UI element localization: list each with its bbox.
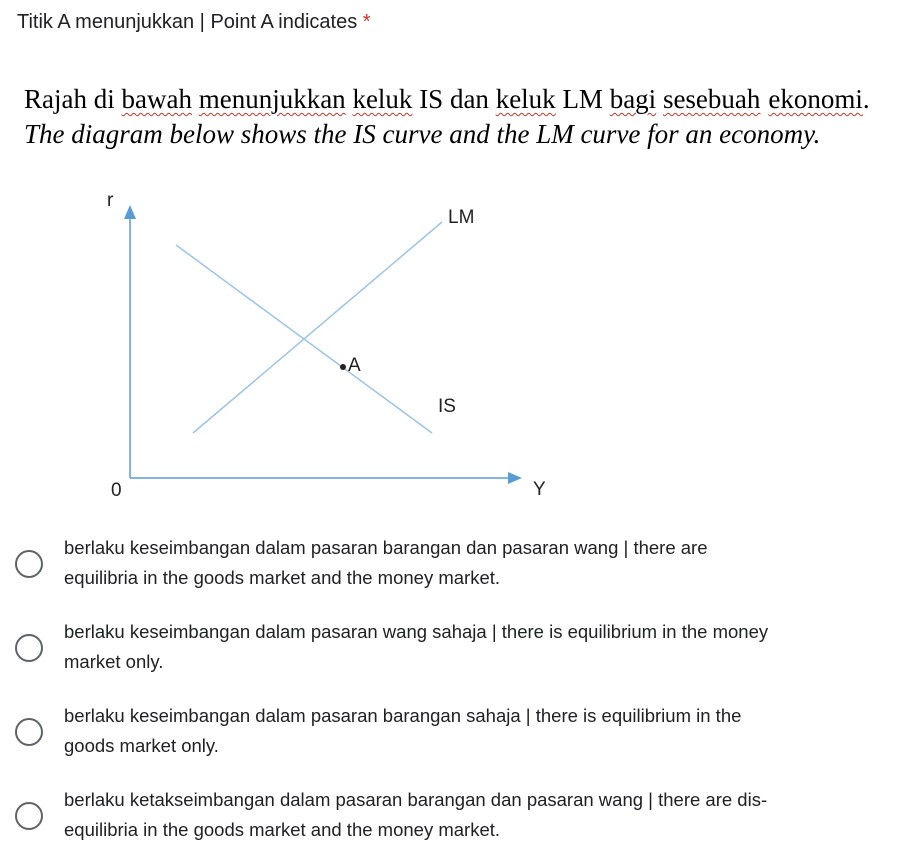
question-title [17,9,371,35]
desc-ms-word-spellcheck: sesebuah [662,84,761,114]
description-malay [24,83,870,115]
desc-ms-word-spellcheck: keluk [495,84,556,114]
x-axis-arrow [508,472,522,484]
option-2-label[interactable] [64,617,894,677]
desc-ms-word: Rajah di [24,84,115,114]
desc-ms-word: IS dan [419,84,489,114]
origin-label: 0 [111,480,122,501]
option-1-label[interactable] [64,533,894,593]
point-a-dot [340,364,346,370]
desc-ms-period: . [862,84,870,114]
y-axis-label: r [107,190,114,211]
option-4-line-2: equilibria in the goods market and the money market. [64,819,501,840]
required-asterisk: * [362,11,371,33]
is-label: IS [438,396,456,417]
option-2[interactable] [0,617,921,687]
desc-ms-word-spellcheck: bawah [121,84,192,114]
option-1-line-1: berlaku keseimbangan dalam pasaran barangan dan pasaran wang | there are [64,537,708,558]
option-2-radio[interactable] [15,634,43,662]
option-3[interactable] [0,701,921,771]
point-a-label: A [348,355,361,376]
option-1[interactable] [0,533,921,603]
description-english: The diagram below shows the IS curve and the LM curve for an economy. [24,119,821,149]
desc-ms-word-spellcheck: menunjukkan [198,84,346,114]
option-2-line-1: berlaku keseimbangan dalam pasaran wang sahaja | there is equilibrium in the money [64,621,769,642]
option-4[interactable] [0,785,921,855]
is-curve [176,245,432,433]
desc-ms-word: LM [562,84,603,114]
option-3-radio[interactable] [15,718,43,746]
desc-ms-word-spellcheck: keluk [352,84,413,114]
option-4-line-1: berlaku ketakseimbangan dalam pasaran barangan dan pasaran wang | there are dis- [64,789,768,810]
option-2-line-2: market only. [64,651,164,672]
option-3-line-2: goods market only. [64,735,219,756]
question-title-text: Titik A menunjukkan | Point A indicates [17,11,358,33]
option-1-radio[interactable] [15,550,43,578]
y-axis-arrow [124,205,136,219]
option-4-radio[interactable] [15,802,43,830]
x-axis-label: Y [533,479,546,500]
lm-curve [193,222,442,433]
option-3-line-1: berlaku keseimbangan dalam pasaran barangan sahaja | there is equilibrium in the [64,705,742,726]
option-3-label[interactable] [64,701,894,761]
option-1-line-2: equilibria in the goods market and the money market. [64,567,501,588]
is-lm-diagram [90,185,560,505]
lm-label: LM [448,207,475,228]
option-4-label[interactable] [64,785,894,845]
desc-ms-word-spellcheck: bagi [609,84,657,114]
desc-ms-word-spellcheck: ekonomi [768,84,863,114]
